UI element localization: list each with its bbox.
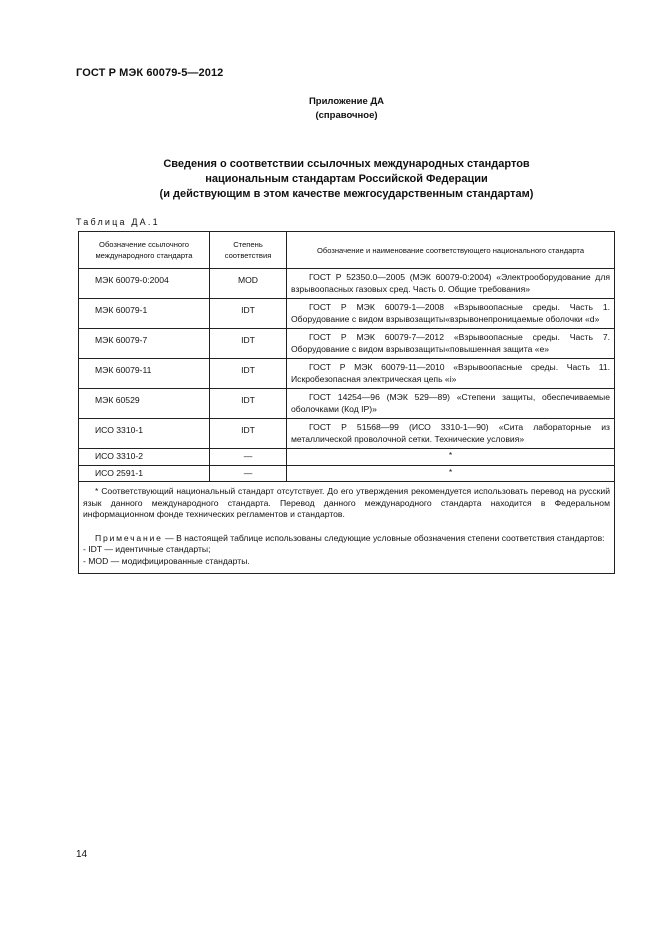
column-header-national: Обозначение и наименование соответствующего национального стандарта [287, 232, 615, 269]
national-standard-cell: * [287, 449, 615, 466]
degree-cell: MOD [210, 269, 287, 299]
reference-cell: МЭК 60079-11 [79, 359, 210, 389]
national-standard-cell: ГОСТ Р МЭК 60079-7—2012 «Взрывоопасные среды. Часть 7. Оборудование с видом взрывозащиты«повышенная защита «е» [287, 329, 615, 359]
reference-cell: ИСО 3310-2 [79, 449, 210, 466]
reference-cell: МЭК 60079-1 [79, 299, 210, 329]
note-item: - IDT — идентичные стандарты; [83, 544, 211, 554]
table-notes-row [79, 482, 615, 574]
degree-cell: IDT [210, 329, 287, 359]
degree-cell: IDT [210, 419, 287, 449]
reference-cell: МЭК 60079-0:2004 [79, 269, 210, 299]
section-title-line: (и действующим в этом качестве межгосударственным стандартам) [159, 188, 534, 200]
note-label: Примечание [95, 532, 163, 543]
national-standard-cell: ГОСТ Р МЭК 60079-1—2008 «Взрывоопасные среды. Часть 1. Оборудование с видом взрывозащиты«взрывонепроницаемые оболочки «d» [287, 299, 615, 329]
degree-cell: IDT [210, 389, 287, 419]
column-header-degree: Степень соответствия [210, 232, 287, 269]
footnote: * Соответствующий национальный стандарт отсутствует. До его утверждения рекомендуется использовать перевод на русский язык данного международного стандарта. Перевод данного международного стандарта находится в Федеральном информационном фонде технических регламентов и стандартов. [83, 486, 610, 519]
note-item: - MOD — модифицированные стандарты. [83, 555, 250, 566]
table-row [79, 389, 615, 419]
degree-cell: — [210, 465, 287, 482]
national-standard-cell: ГОСТ Р 52350.0—2005 (МЭК 60079-0:2004) «Электрооборудование для взрывоопасных газовых сред. Часть 0. Общие требования» [287, 269, 615, 299]
appendix-title: Приложение ДА [308, 96, 385, 107]
reference-cell: ИСО 3310-1 [79, 419, 210, 449]
section-title-line: Сведения о соответствии ссылочных международных стандартов [163, 158, 530, 170]
note [83, 533, 610, 545]
correspondence-table [78, 231, 615, 574]
national-standard-cell: ГОСТ 14254—96 (МЭК 529—89) «Степени защиты, обеспечиваемые оболочками (Код IP)» [287, 389, 615, 419]
table-row [79, 419, 615, 449]
national-standard-cell: ГОСТ Р 51568—99 (ИСО 3310-1—90) «Сита лабораторные из металлической проволочной сетки. Технические условия» [287, 419, 615, 449]
appendix-heading [0, 95, 661, 123]
table-row [79, 465, 615, 482]
document-header: ГОСТ Р МЭК 60079-5—2012 [76, 67, 224, 79]
table-header-row [79, 232, 615, 269]
note-text: — В настоящей таблице использованы следующие условные обозначения степени соответствия стандартов: [162, 532, 605, 543]
section-title [0, 157, 661, 202]
table-row [79, 269, 615, 299]
column-header-reference: Обозначение ссылочного международного стандарта [79, 232, 210, 269]
table-label: Таблица ДА.1 [76, 217, 160, 227]
degree-cell: IDT [210, 299, 287, 329]
national-standard-cell: ГОСТ Р МЭК 60079-11—2010 «Взрывоопасные среды. Часть 11. Искробезопасная электрическая цепь «i» [287, 359, 615, 389]
section-title-line: национальным стандартам Российской Федерации [205, 173, 488, 185]
appendix-subtitle: (справочное) [315, 110, 378, 121]
table-notes [79, 482, 615, 574]
table-row [79, 359, 615, 389]
reference-cell: МЭК 60529 [79, 389, 210, 419]
reference-cell: ИСО 2591-1 [79, 465, 210, 482]
table-row [79, 299, 615, 329]
table-row [79, 449, 615, 466]
table-row [79, 329, 615, 359]
page-number: 14 [76, 849, 88, 860]
degree-cell: — [210, 449, 287, 466]
degree-cell: IDT [210, 359, 287, 389]
reference-cell: МЭК 60079-7 [79, 329, 210, 359]
national-standard-cell: * [287, 465, 615, 482]
